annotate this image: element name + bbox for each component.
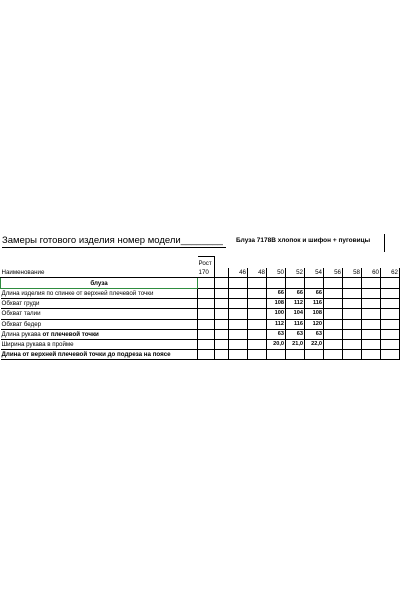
size-header-62: 62 bbox=[381, 268, 400, 278]
size-header-50: 50 bbox=[267, 268, 286, 278]
title-blank: ________ bbox=[180, 235, 223, 246]
measurements-table bbox=[0, 256, 400, 360]
size-header-52: 52 bbox=[286, 268, 305, 278]
table-row: Обхват бедер 112 116 120 bbox=[1, 319, 400, 329]
row-label: Ширина рукава в пройме bbox=[1, 339, 198, 349]
row-label: Обхват груди bbox=[1, 299, 198, 309]
header-border bbox=[384, 234, 385, 252]
row-label: Длина от верхней плечевой точки до подреза на поясе bbox=[1, 350, 198, 360]
row-label: Обхват талии bbox=[1, 309, 198, 319]
rost-value: 170 bbox=[198, 268, 215, 278]
table-row: Ширина рукава в пройме 20,0 21,0 22,0 bbox=[1, 339, 400, 349]
table-row: Длина рукава от плечевой точки 63 63 63 bbox=[1, 329, 400, 339]
title-text: Замеры готового изделия номер модели bbox=[2, 235, 181, 246]
page-title bbox=[2, 235, 223, 246]
title-underline bbox=[2, 247, 226, 248]
size-header-46: 46 bbox=[229, 268, 248, 278]
table-row: Обхват талии 100 104 108 bbox=[1, 309, 400, 319]
model-description: Блуза 7178В хлопок и шифон + пуговицы bbox=[236, 237, 371, 244]
size-header-56: 56 bbox=[324, 268, 343, 278]
size-header-58: 58 bbox=[343, 268, 362, 278]
size-header-54: 54 bbox=[305, 268, 324, 278]
row-label: Обхват бедер bbox=[1, 319, 198, 329]
size-header-60: 60 bbox=[362, 268, 381, 278]
size-header-48: 48 bbox=[248, 268, 267, 278]
header-cell-empty bbox=[1, 257, 198, 269]
rost-label: Рост bbox=[198, 257, 215, 269]
table-row bbox=[1, 350, 400, 360]
name-column-header: Наименование bbox=[1, 268, 198, 278]
row-label: Длина изделия по спинке от верхней плечевой точки bbox=[1, 289, 198, 299]
table-row: Длина изделия по спинке от верхней плечевой точки 66 66 66 bbox=[1, 289, 400, 299]
item-label[interactable]: блуза bbox=[1, 278, 198, 289]
table-row: Обхват груди 108 112 116 bbox=[1, 299, 400, 309]
row-label: Длина рукава от плечевой точки bbox=[1, 329, 198, 339]
